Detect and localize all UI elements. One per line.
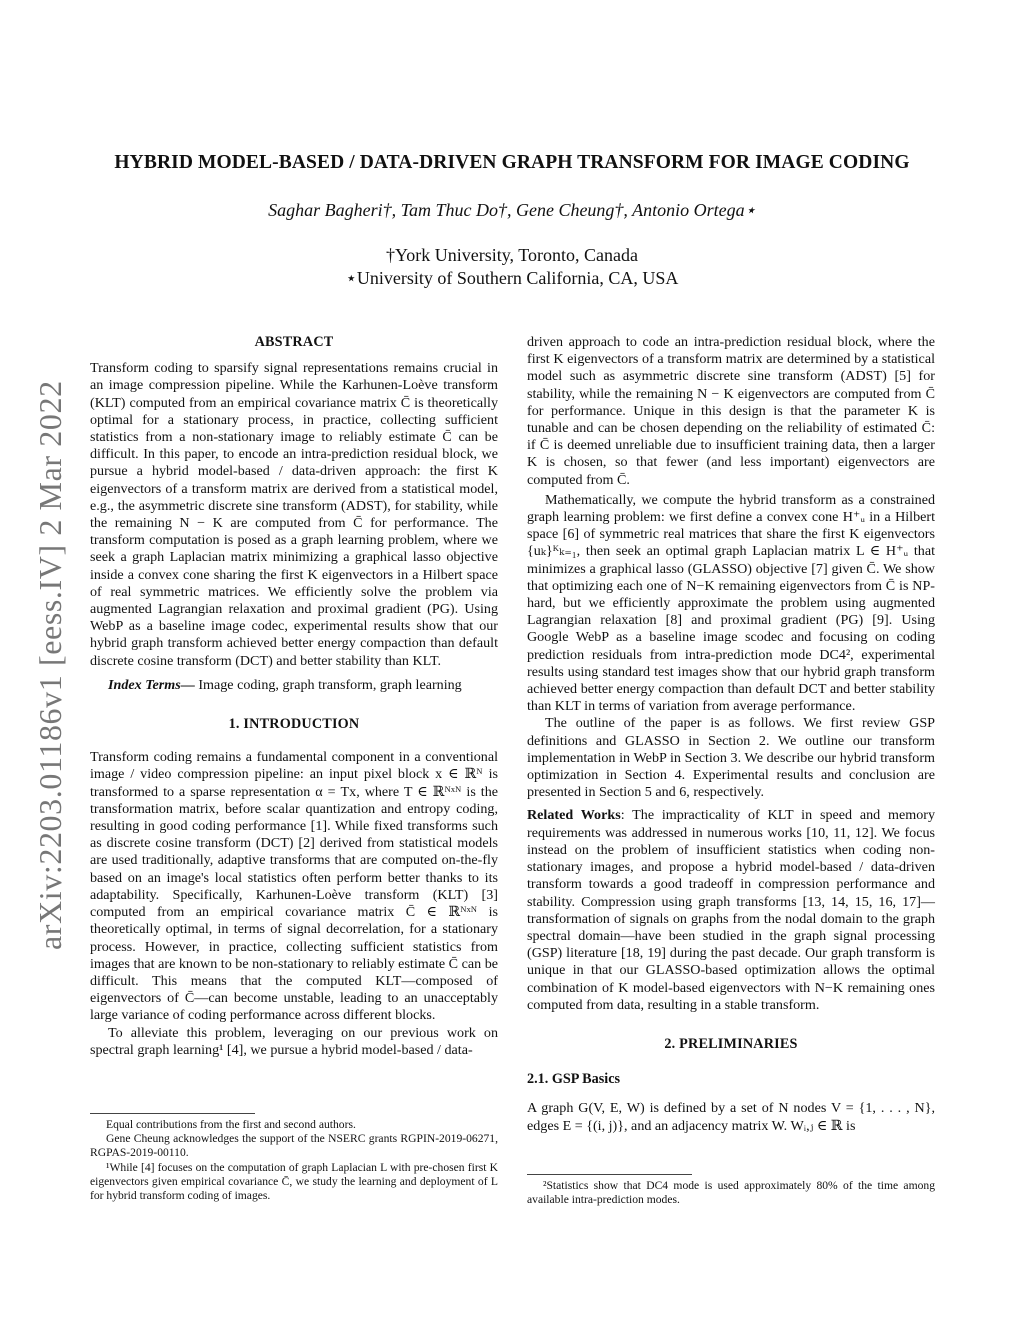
right-column xyxy=(527,334,935,1135)
index-terms-label: Index Terms— xyxy=(108,676,195,693)
footnote-equal-contribution: Equal contributions from the first and second authors. xyxy=(106,1118,356,1131)
intro-paragraph-2: To alleviate this problem, leveraging on our previous work on spectral graph learning¹ [4], we pursue a hybrid model-based / data- xyxy=(90,1024,498,1058)
intro-heading: 1. INTRODUCTION xyxy=(228,716,360,733)
affiliation-york: †York University, Toronto, Canada xyxy=(386,245,638,265)
right-paragraph-1: driven approach to code an intra-prediction residual block, where the first K eigenvectors of a transform matrix are determined by a statistical model such as asymmetric discrete sine transform (ADST) [5] for stability, while the remaining N − K eigenvectors are computed from C̄ for performance. Unique in this design is that the parameter K is tunable and can be chosen depending on the reliability of estimated C̄: if C̄ is deemed unreliable due to insufficient training data, then a larger K is chosen, so that fewer (and less important) eigenvectors are computed from C̄. xyxy=(527,334,935,488)
index-terms-text: Image coding, graph transform, graph learning xyxy=(198,676,462,693)
gsp-paragraph: A graph G(V, E, W) is defined by a set of N nodes V = {1, . . . , N}, edges E = {(i, j)}, and an adjacency matrix W. Wᵢ,ⱼ ∈ ℝ is xyxy=(527,1100,935,1134)
affiliation-usc: ⋆University of Southern California, CA, USA xyxy=(345,268,679,288)
right-footnotes xyxy=(527,1179,935,1207)
footnote-2: ²Statistics show that DC4 mode is used approximately 80% of the time among available intra-prediction modes. xyxy=(527,1179,935,1207)
footnote-rule-left xyxy=(90,1113,255,1114)
author-list: Saghar Bagheri†, Tam Thuc Do†, Gene Cheung†, Antonio Ortega⋆ xyxy=(268,200,756,220)
related-works-label: Related Works xyxy=(527,807,621,824)
footnote-rule-right xyxy=(527,1174,692,1175)
related-works-text: : The impracticality of KLT in speed and memory requirements was addressed in numerous works [10, 11, 12]. We focus instead on the problem of insufficient statistics when coding non-stationary images, and propose a hybrid model-based / data-driven transform towards a good tradeoff in compression performance and stability. Compression using graph transforms [13, 14, 15, 16, 17]—transformation of signals on graphs from the nodal domain to the graph spectral domain—have been studied in the graph signal processing (GSP) literature [18, 19] during the past decade. Our graph transform is unique in that our GLASSO-based optimization allows the optimal combination of K model-based eigenvectors with N−K remaining ones computed from data, resulting in a stable transform. xyxy=(527,807,935,1013)
left-footnotes xyxy=(90,1118,498,1203)
abstract-text: Transform coding to sparsify signal representations remains crucial in an image compression pipeline. While the Karhunen-Loève transform (KLT) computed from an empirical covariance matrix C̄ is theoretically optimal for a stationary process, in practice, collecting sufficient statistics from a non-stationary image to reliably estimate C̄ can be difficult. In this paper, to encode an intra-prediction residual block, we pursue a hybrid model-based / data-driven approach: the first K eigenvectors of a transform matrix are derived from a statistical model, e.g., the asymmetric discrete sine transform (ADST), for stability, while the remaining N − K are computed from C̄ for performance. The transform computation is posed as a graph learning problem, where we seek a graph Laplacian matrix minimizing a graphical lasso objective inside a convex cone sharing the first K eigenvectors in a Hilbert space of real symmetric matrices. We efficiently solve the problem via augmented Lagrangian relaxation and proximal gradient (PG). Using WebP as a baseline image codec, experimental results show that our hybrid graph transform achieved better energy compaction than default discrete cosine transform (DCT) and better stability than KLT. xyxy=(90,360,498,669)
abstract-heading: ABSTRACT xyxy=(254,334,334,350)
subsection-heading: 2.1. GSP Basics xyxy=(527,1071,621,1088)
right-paragraph-3: The outline of the paper is as follows. We first review GSP definitions and GLASSO in Section 2. We outline our transform implementation in WebP in Section 3. We describe our hybrid transform optimization in Section 4. Experimental results and conclusion are presented in Section 5 and 6, respectively. xyxy=(527,715,935,801)
related-works xyxy=(527,807,935,1013)
section-2-heading: 2. PRELIMINARIES xyxy=(664,1035,798,1052)
footnote-1: ¹While [4] focuses on the computation of graph Laplacian L with pre-chosen first K eigenvectors given empirical covariance C̄, we study the learning and deployment of L for hybrid transform coding of images. xyxy=(90,1160,498,1203)
intro-paragraph-1: Transform coding remains a fundamental component in a conventional image / video compression pipeline: an input pixel block x ∈ ℝᴺ is transformed to a sparse representation α = Tx, where T ∈ ℝᴺˣᴺ is the transformation matrix, before scalar quantization and entropy coding, resulting in good coding performance [1]. While fixed transforms such as discrete cosine transform (DCT) [2] derived from statistical models are used traditionally, adaptive transforms that are computed on-the-fly based on an image's local statistics often perform better thanks to its adaptability. Specifically, Karhunen-Loève transform (KLT) [3] computed from an empirical covariance matrix C̄ ∈ ℝᴺˣᴺ is theoretically optimal, in terms of signal decorrelation, for a stationary process. However, in practice, collecting sufficient statistics from images that are known to be non-stationary to reliably estimate C̄ can be difficult. This means that the computed KLT—composed of eigenvectors of C̄—can become unstable, leading to an unacceptably large variance of coding performance across different blocks. xyxy=(90,749,498,1024)
left-column xyxy=(90,334,498,1059)
arxiv-stamp: arXiv:2203.01186v1 [eess.IV] 2 Mar 2022 xyxy=(32,380,68,950)
right-paragraph-2: Mathematically, we compute the hybrid transform as a constrained graph learning problem: we first define a convex cone H⁺ᵤ in a Hilbert space [6] of symmetric real matrices that share the first K eigenvectors {uₖ}ᴷₖ₌₁, then seek an optimal graph Laplacian matrix L ∈ H⁺ᵤ that minimizes a graphical lasso (GLASSO) objective [7] given C̄. We show that optimizing each one of N−K remaining eigenvectors from C̄ is NP-hard, but we efficiently approximate the problem using augmented Lagrangian relaxation [8] and proximal gradient (PG) [9]. Using Google WebP as a baseline image scodec and focusing on coding prediction residuals from intra-prediction mode DC4², experimental results using standard test images show that our hybrid graph transform achieved better energy compaction than default DCT and better stability than KLT in terms of variation from average performance. xyxy=(527,491,935,715)
paper-title: HYBRID MODEL-BASED / DATA-DRIVEN GRAPH TRANSFORM FOR IMAGE CODING xyxy=(114,152,910,173)
index-terms xyxy=(90,677,498,694)
footnote-nserc: Gene Cheung acknowledges the support of the NSERC grants RGPIN-2019-06271, RGPAS-2019-00110. xyxy=(90,1132,498,1160)
